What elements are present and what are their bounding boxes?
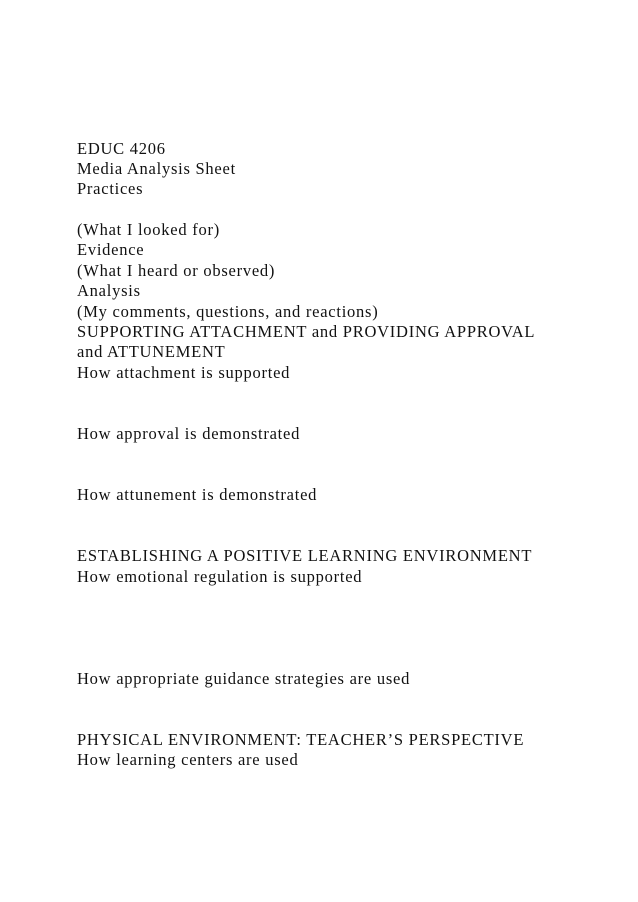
column-1-note: (What I looked for) (77, 220, 220, 239)
column-2-title: Evidence (77, 240, 145, 259)
column-3-title: Analysis (77, 281, 141, 300)
column-3-note: (My comments, questions, and reactions) (77, 302, 379, 321)
course-code: EDUC 4206 (77, 139, 166, 158)
section-2-item-guidance-strategies: How appropriate guidance strategies are used (77, 669, 411, 688)
section-3-item-learning-centers: How learning centers are used (77, 750, 299, 769)
sheet-subtitle: Practices (77, 179, 144, 198)
section-3-heading: PHYSICAL ENVIRONMENT: TEACHER’S PERSPECTIVE (77, 730, 525, 749)
section-1-heading-line-1: SUPPORTING ATTACHMENT and PROVIDING APPROVAL (77, 322, 536, 341)
section-1-item-attunement: How attunement is demonstrated (77, 485, 318, 504)
column-2-note: (What I heard or observed) (77, 261, 276, 280)
section-1-item-attachment: How attachment is supported (77, 363, 291, 382)
section-2-heading: ESTABLISHING A POSITIVE LEARNING ENVIRONMENT (77, 546, 533, 565)
section-1-item-approval: How approval is demonstrated (77, 424, 301, 443)
section-1-heading-line-2: and ATTUNEMENT (77, 342, 226, 361)
section-2-item-emotional-regulation: How emotional regulation is supported (77, 567, 363, 586)
sheet-title: Media Analysis Sheet (77, 159, 236, 178)
